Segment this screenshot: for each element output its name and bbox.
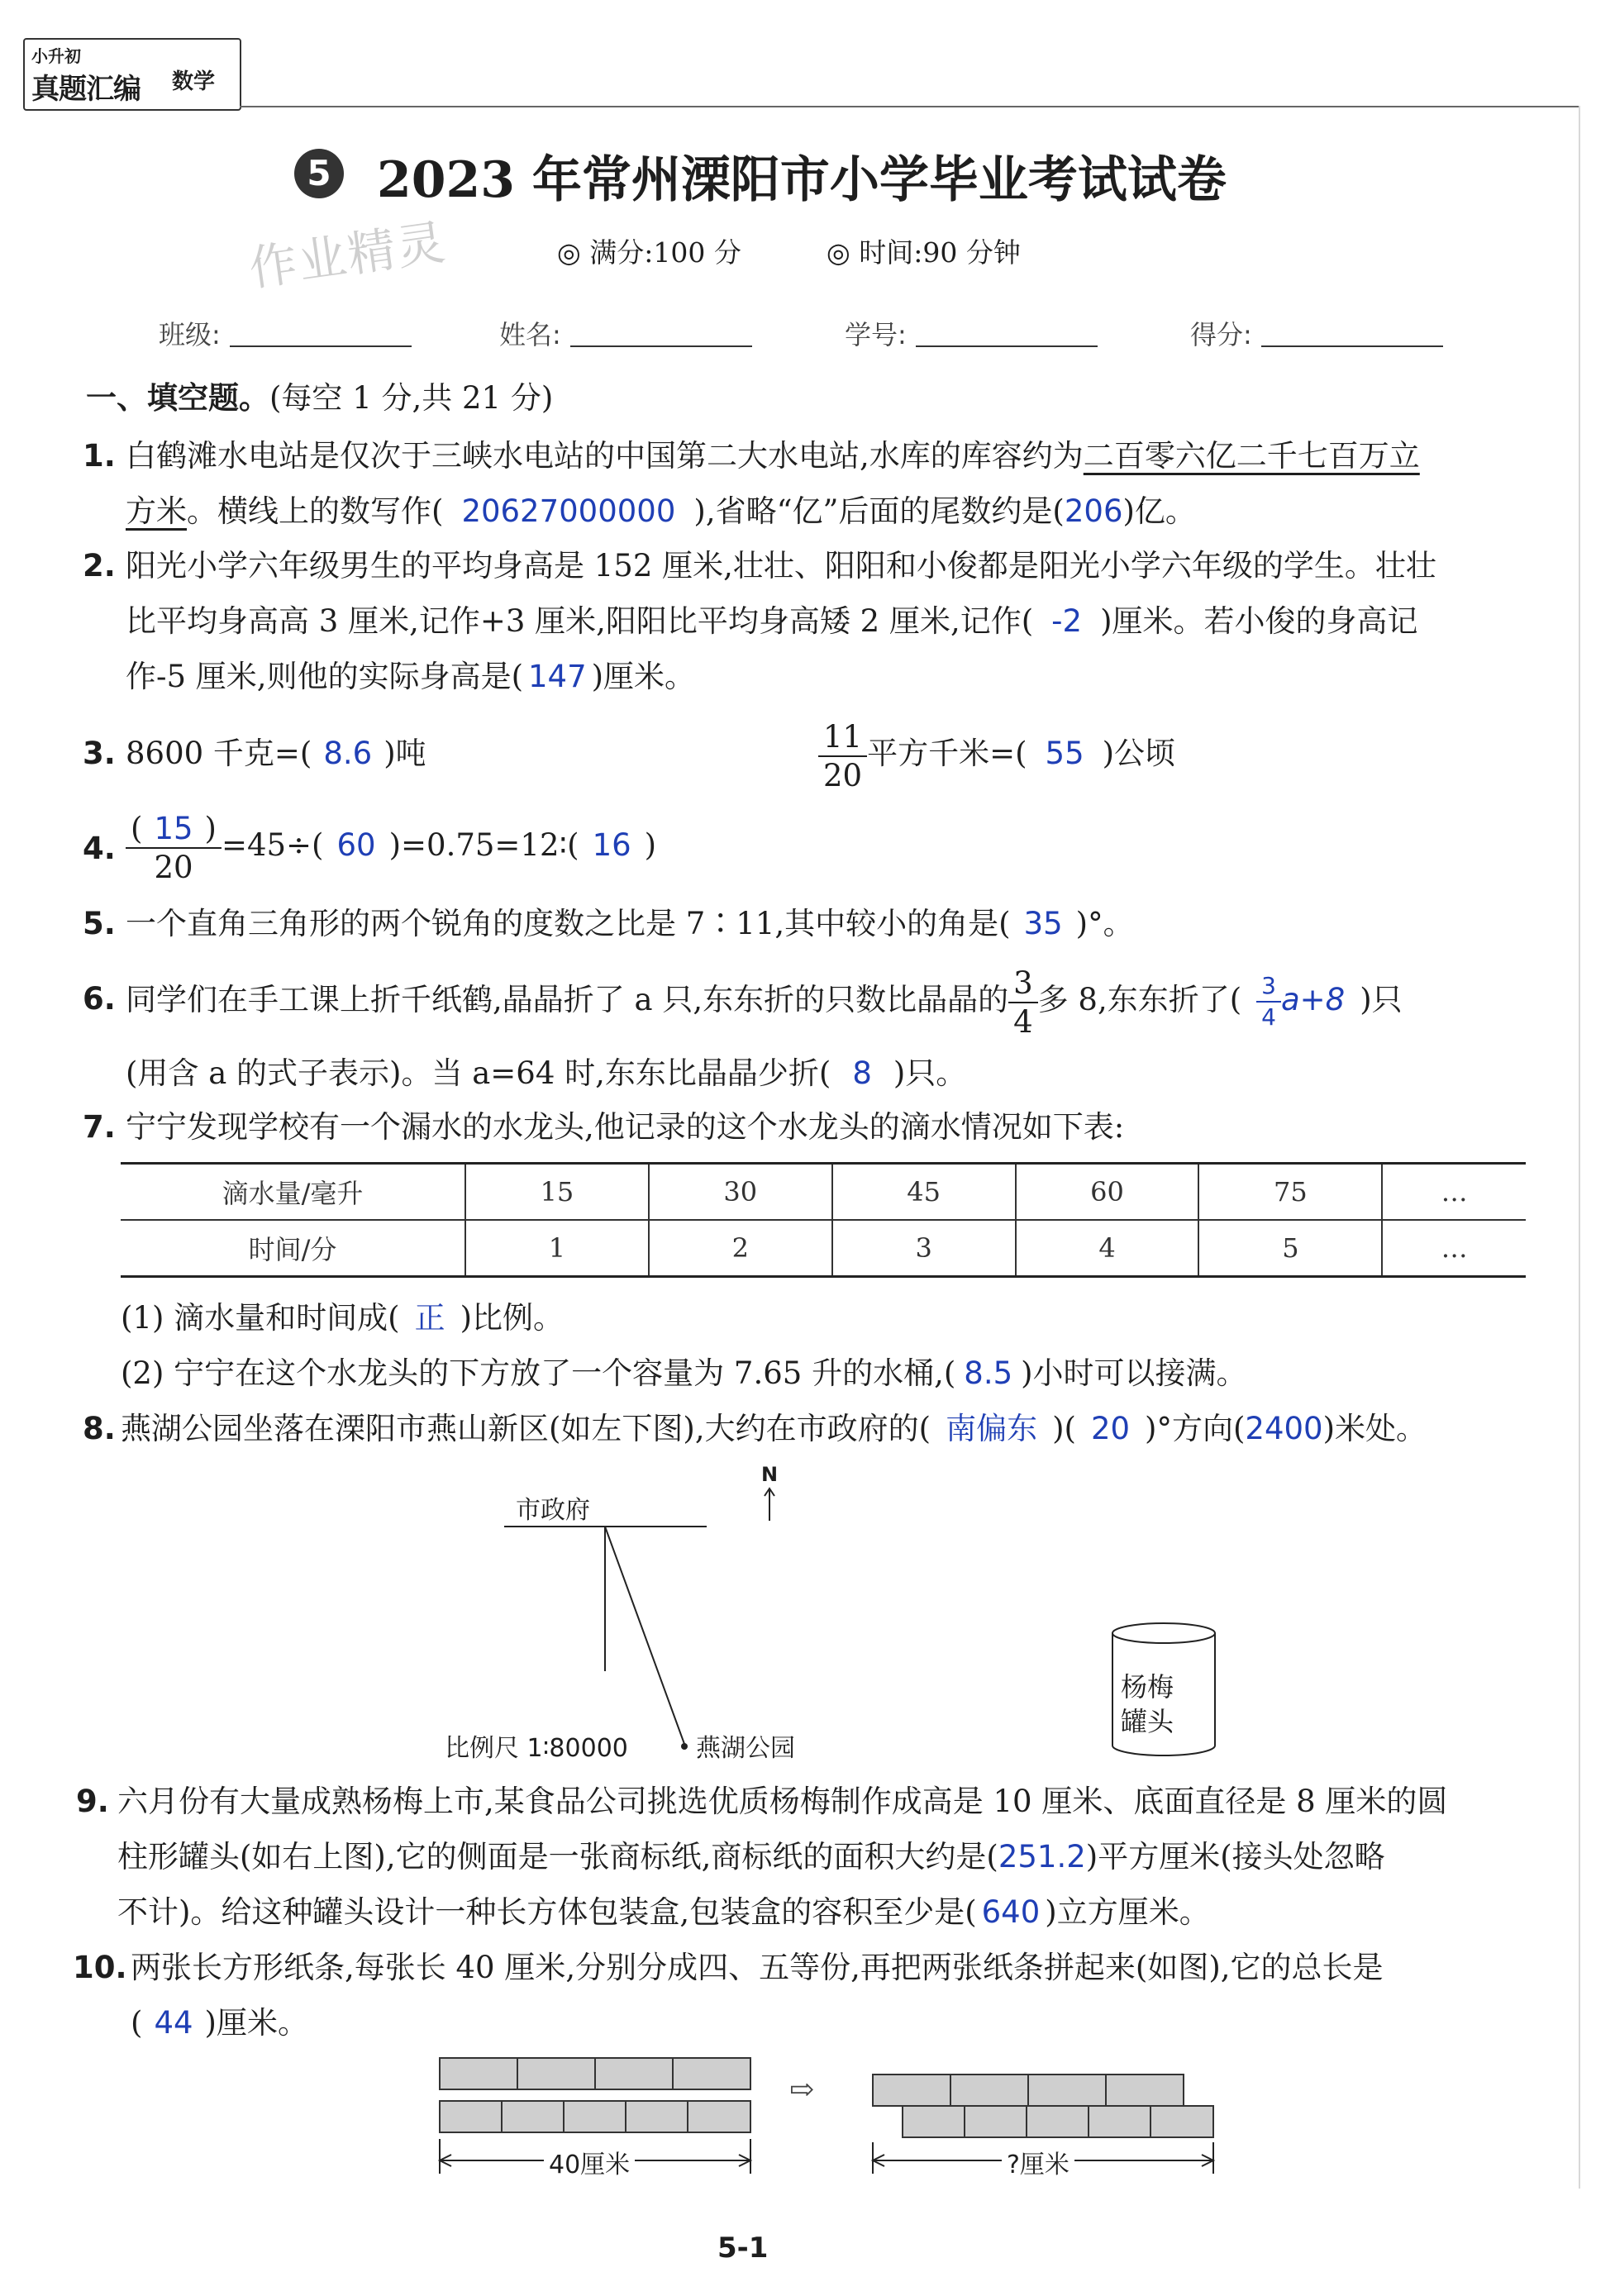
q7-sub1-text-a: (1) 滴水量和时间成(	[121, 1300, 400, 1336]
q8-text-b: )(	[1052, 1411, 1076, 1446]
q10-text-b: )厘米。	[204, 2005, 308, 2041]
q3-text-d: )公顷	[1102, 736, 1176, 771]
can-label-line2: 罐头	[1121, 1706, 1174, 1737]
q7-sub2-answer[interactable]: 8.5	[964, 1355, 1013, 1391]
q5-line	[126, 903, 1134, 945]
q10-line1: 两张长方形纸条,每张长 40 厘米,分别分成四、五等份,再把两张纸条拼起来(如图),它的总长是	[131, 1950, 1384, 1985]
q9-answer-2[interactable]: 640	[981, 1894, 1041, 1930]
q7-sub2-text-a: (2) 宁宁在这个水龙头的下方放了一个容量为 7.65 升的水桶,(	[121, 1355, 956, 1391]
q9-line2	[117, 1836, 1385, 1878]
north-arrow-icon	[760, 1486, 779, 1522]
q4-text-c: )	[644, 827, 657, 863]
q3-answer-1[interactable]: 8.6	[323, 736, 373, 771]
q1-text-c: ),省略“亿”后面的尾数约是(	[693, 493, 1065, 529]
q1-underlined-1: 二百零六亿二千七百万立	[1083, 438, 1420, 474]
class-label: 班级:	[159, 319, 221, 350]
q2-text-a: 比平均身高高 3 厘米,记作+3 厘米,阳阳比平均身高矮 2 厘米,记作(	[126, 603, 1034, 639]
map-direction-line	[605, 1527, 684, 1744]
q8-answer-3[interactable]: 2400	[1245, 1411, 1323, 1446]
id-label: 学号:	[845, 319, 907, 350]
drip-cell: …	[1382, 1220, 1526, 1277]
q8-text-d: )米处。	[1322, 1411, 1427, 1446]
q1-text-a: 白鹤滩水电站是仅次于三峡水电站的中国第二大水电站,水库的库容约为	[126, 438, 1084, 474]
badge-subject: 数学	[172, 69, 216, 94]
drip-row-volume	[121, 1164, 1526, 1221]
q2-text-c: 作-5 厘米,则他的实际身高是(	[126, 659, 523, 694]
q9-text-b: )平方厘米(接头处忽略	[1085, 1839, 1385, 1874]
q4-fraction-denominator: 20	[154, 849, 193, 885]
full-score: ◎ 满分:100 分	[557, 236, 741, 269]
strip-left-bottom	[440, 2101, 750, 2132]
arrow-right-icon: ⇨	[789, 2073, 815, 2107]
q4-line	[126, 800, 656, 891]
drip-cell: 75	[1198, 1164, 1382, 1221]
map-scale: 比例尺 1∶80000	[445, 1734, 628, 1763]
q6-fraction-numerator: 3	[1008, 968, 1038, 1003]
name-label: 姓名:	[499, 319, 561, 350]
strip-right-length: ?厘米	[1002, 2144, 1074, 2180]
q2-answer-1[interactable]: -2	[1051, 603, 1083, 639]
q4-fraction	[126, 810, 222, 885]
q9-answer-1[interactable]: 251.2	[998, 1839, 1086, 1874]
header-badge	[23, 38, 241, 111]
drip-table	[121, 1162, 1526, 1278]
q10-number: 10.	[73, 1950, 127, 1985]
q6-fraction	[1008, 965, 1038, 1040]
q9-line3	[117, 1892, 1210, 1933]
header-rule	[240, 106, 1579, 107]
drip-cell: 60	[1016, 1164, 1199, 1221]
drip-cell: 45	[832, 1164, 1016, 1221]
page-number: 5-1	[717, 2232, 769, 2265]
map-city-label: 市政府	[516, 1496, 590, 1525]
drip-cell: 1	[465, 1220, 649, 1277]
q5-text-b: )°。	[1075, 906, 1134, 941]
q2-text-d: )厘米。	[591, 659, 696, 694]
strip-right-bottom	[903, 2106, 1213, 2137]
q8-answer-1[interactable]: 南偏东	[946, 1411, 1038, 1446]
q4-answer-1[interactable]: 15	[154, 810, 193, 846]
strip-left-length: 40厘米	[544, 2144, 635, 2180]
q4-answer-2[interactable]: 60	[336, 827, 376, 863]
page-title: 2023 年常州溧阳市小学毕业考试试卷	[377, 151, 1227, 209]
time-limit: ◎ 时间:90 分钟	[827, 236, 1021, 269]
q4-text-a: =45÷(	[221, 827, 324, 863]
q3-answer-2[interactable]: 55	[1045, 736, 1084, 771]
q9-line1: 六月份有大量成熟杨梅上市,某食品公司挑选优质杨梅制作成高是 10 厘米、底面直径是 8 厘米的圆	[117, 1784, 1448, 1819]
q5-number: 5.	[83, 906, 116, 941]
q6-answer-2[interactable]: 8	[852, 1055, 872, 1091]
q8-answer-2[interactable]: 20	[1090, 1411, 1131, 1446]
q2-line3	[126, 656, 695, 698]
q9-number: 9.	[76, 1784, 109, 1819]
q3-text-a: 8600 千克=(	[126, 736, 312, 771]
q6-answer-expression: a+8	[1280, 982, 1346, 1017]
drip-label-time: 时间/分	[121, 1220, 465, 1277]
q1-answer-1[interactable]: 20627000000	[461, 493, 676, 529]
q3-number: 3.	[83, 736, 116, 771]
q4-paren-open: (	[131, 810, 143, 846]
q7-sub1	[121, 1298, 564, 1339]
q1-line2	[126, 491, 1196, 532]
q2-line1: 阳光小学六年级男生的平均身高是 152 厘米,壮壮、阳阳和小俊都是阳光小学六年级的学生。壮壮	[126, 548, 1436, 584]
q6-text-a: 同学们在手工课上折千纸鹤,晶晶折了 a 只,东东折的只数比晶晶的	[126, 982, 1009, 1017]
drip-cell: 2	[649, 1220, 832, 1277]
q8-text-c: )°方向(	[1145, 1411, 1246, 1446]
drip-cell: 30	[649, 1164, 832, 1221]
map-north-indicator	[760, 1463, 793, 1521]
map-park-dot	[681, 1743, 688, 1750]
strip-left-top	[440, 2058, 750, 2089]
section-title: 一、填空题。	[86, 380, 269, 416]
drip-cell: 4	[1016, 1220, 1199, 1277]
q1-text-d: )亿。	[1122, 493, 1196, 529]
drip-cell: 15	[465, 1164, 649, 1221]
q6-line2	[126, 1053, 966, 1094]
q9-text-d: )立方厘米。	[1045, 1894, 1210, 1930]
q6-text-c: )只	[1360, 982, 1403, 1017]
q7-sub1-text-b: )比例。	[460, 1300, 565, 1336]
q3-fraction	[818, 718, 867, 793]
q7-sub2-text-b: )小时可以接满。	[1021, 1355, 1247, 1391]
score-field[interactable]	[1261, 345, 1443, 347]
drip-row-time	[121, 1220, 1526, 1277]
q3-text-b: )吨	[384, 736, 426, 771]
q4-text-b: )=0.75=12∶(	[388, 827, 579, 863]
q2-answer-2[interactable]: 147	[528, 659, 587, 694]
section-heading	[86, 378, 553, 419]
q6-answer-denominator: 4	[1261, 1003, 1276, 1031]
q6-fraction-denominator: 4	[1013, 1003, 1033, 1040]
q2-text-b: )厘米。若小俊的身高记	[1100, 603, 1418, 639]
q4-number: 4.	[83, 831, 116, 866]
q9-text-c: 不计)。给这种罐头设计一种长方体包装盒,包装盒的容积至少是(	[117, 1894, 977, 1930]
q1-line1	[126, 436, 1420, 477]
q5-answer[interactable]: 35	[1023, 906, 1063, 941]
map-park-label: 燕湖公园	[696, 1734, 795, 1763]
q6-line1	[126, 959, 1403, 1041]
strip-right-top	[873, 2074, 1184, 2106]
name-field[interactable]	[570, 345, 752, 347]
q1-number: 1.	[83, 438, 116, 474]
drip-label-volume: 滴水量/毫升	[121, 1164, 465, 1221]
q6-text-e: )只。	[893, 1055, 967, 1091]
q9-text-a: 柱形罐头(如右上图),它的侧面是一张商标纸,商标纸的面积大约是(	[117, 1839, 998, 1874]
q6-text-d: (用含 a 的式子表示)。当 a=64 时,东东比晶晶少折(	[126, 1055, 831, 1091]
q8-number: 8.	[83, 1411, 116, 1446]
q6-answer-1[interactable]	[1256, 971, 1346, 1031]
q10-text-a: (	[131, 2005, 143, 2041]
q3-text-c: 平方千米=(	[867, 736, 1027, 771]
class-field[interactable]	[230, 345, 412, 347]
q5-text-a: 一个直角三角形的两个锐角的度数之比是 7∶11,其中较小的角是(	[126, 906, 1011, 941]
q6-text-b: 多 8,东东折了(	[1037, 982, 1242, 1017]
q1-text-b: 。横线上的数写作(	[187, 493, 444, 529]
q2-line2	[126, 601, 1418, 642]
can-label-line1: 杨梅	[1121, 1671, 1174, 1703]
q6-answer-fraction	[1256, 971, 1281, 1031]
q3-fraction-denominator: 20	[823, 757, 863, 793]
watermark: 作业精灵	[245, 213, 450, 298]
q6-answer-numerator: 3	[1256, 974, 1281, 1003]
title-number-badge: 5	[294, 149, 344, 198]
q1-answer-2[interactable]: 206	[1064, 493, 1123, 529]
q7-sub2	[121, 1353, 1247, 1394]
q8-line	[121, 1408, 1427, 1450]
q4-answer-3[interactable]: 16	[592, 827, 631, 863]
badge-top: 小升初	[31, 46, 81, 66]
id-field[interactable]	[916, 345, 1098, 347]
q3-fraction-numerator: 11	[818, 722, 867, 757]
drip-cell: 5	[1198, 1220, 1382, 1277]
right-edge-rule	[1579, 106, 1580, 2189]
section-note: (每空 1 分,共 21 分)	[269, 380, 554, 416]
drip-cell: 3	[832, 1220, 1016, 1277]
q2-number: 2.	[83, 548, 116, 584]
q10-answer[interactable]: 44	[154, 2005, 193, 2041]
q4-paren-close: )	[204, 810, 217, 846]
q3-right	[818, 712, 1175, 795]
q10-line2	[131, 2003, 308, 2044]
q7-number: 7.	[83, 1109, 116, 1145]
q7-line: 宁宁发现学校有一个漏水的水龙头,他记录的这个水龙头的滴水情况如下表:	[126, 1109, 1125, 1145]
q8-text-a: 燕湖公园坐落在溧阳市燕山新区(如左下图),大约在市政府的(	[121, 1411, 931, 1446]
q4-fraction-numerator	[126, 810, 222, 849]
score-label: 得分:	[1190, 319, 1252, 350]
q7-sub1-answer[interactable]: 正	[414, 1300, 445, 1336]
q1-underlined-2: 方米	[126, 493, 187, 529]
drip-cell: …	[1382, 1164, 1526, 1221]
map-north-label: N	[760, 1463, 779, 1486]
badge-main: 真题汇编	[31, 73, 141, 106]
q3-left	[126, 733, 426, 774]
q6-number: 6.	[83, 981, 116, 1017]
